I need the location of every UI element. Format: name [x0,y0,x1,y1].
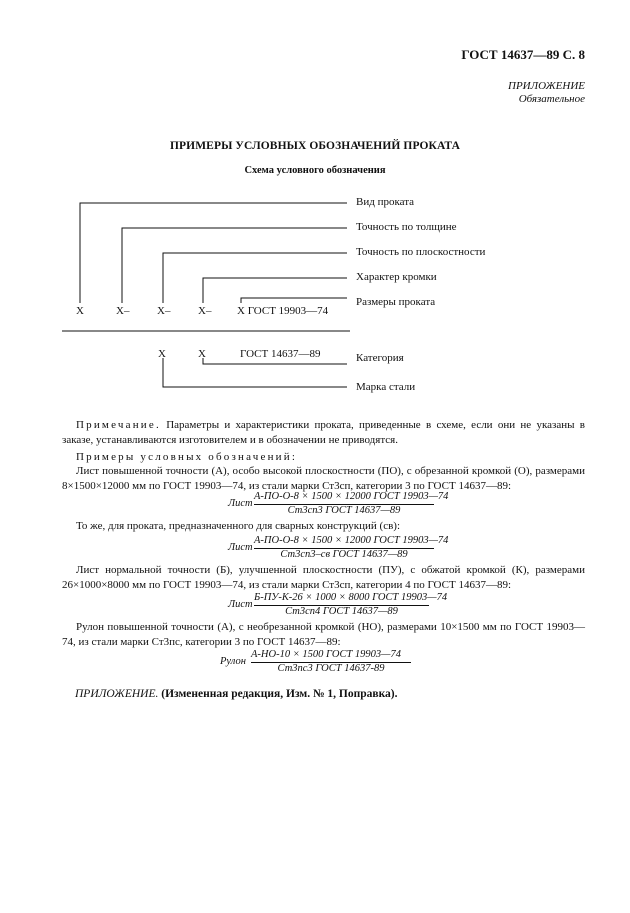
symbol-x3: X– [157,305,171,317]
label-grade: Марка стали [356,381,416,393]
scheme-diagram [0,0,630,400]
leader-size [241,298,347,303]
formula-lead: Рулон [220,656,246,667]
scheme-subtitle: Схема условного обозначения [244,165,386,176]
page-title: ПРИМЕРЫ УСЛОВНЫХ ОБОЗНАЧЕНИЙ ПРОКАТА [170,140,460,152]
symbol-x1: X [76,305,84,317]
example-4-text: Рулон повышенной точности (А), с необрезанной кромкой (НО), размерами 10×1500 мм по ГОСТ 19903—74, из стали марки Ст3пс, категории 3 по ГОСТ 14637—89: [62,621,585,648]
footer-label: ПРИЛОЖЕНИЕ. [75,688,159,700]
note-lead: Примечание. [76,419,161,431]
formula-denominator: Ст3сп4 ГОСТ 14637—89 [285,606,398,617]
symbol-x5: X ГОСТ 19903—74 [237,305,329,317]
formula-lead: Лист [228,542,253,553]
symbol-x2: X– [116,305,130,317]
formula-denominator: Ст3сп3 ГОСТ 14637—89 [287,505,401,516]
appendix-label: ПРИЛОЖЕНИЕ [508,80,585,92]
formula-denominator: Ст3пс3 ГОСТ 14637-89 [277,663,385,674]
formula-lead: Лист [228,599,253,610]
formula-numerator: А-НО-10 × 1500 ГОСТ 19903—74 [251,649,402,660]
label-size: Размеры проката [356,296,436,308]
label-type: Вид проката [356,196,415,208]
page-header: ГОСТ 14637—89 С. 8 [461,47,585,62]
leader-grade [163,358,347,387]
appendix-type: Обязательное [518,93,585,105]
symbol-gost: ГОСТ 14637—89 [240,348,321,360]
examples-heading: Примеры условных обозначений: [76,451,298,463]
leader-edge [203,278,347,303]
label-category: Категория [356,352,404,364]
example-1-text: Лист повышенной точности (А), особо высокой плоскостности (ПО), с обрезанной кромкой (О), размерами 8×1500×12000 мм по ГОСТ 19903—74, из стали марки Ст3сп, категории 3 по ГОСТ 14637—89: [62,465,585,492]
example-3-text: Лист нормальной точности (Б), улучшенной плоскостности (ПУ), с обжатой кромкой (К), размерами 26×1000×8000 мм по ГОСТ 19903—74, из стали марки Ст3сп, категории 4 по ГОСТ 14637—89: [62,564,585,591]
formula-denominator: Ст3сп3–св ГОСТ 14637—89 [280,549,408,560]
symbol-category: X [198,348,206,360]
example-2-text: То же, для проката, предназначенного для сварных конструкций (св): [76,520,401,532]
note-paragraph [62,418,585,447]
footer-note [75,688,398,700]
label-edge: Характер кромки [356,271,437,283]
note-text: Параметры и характеристики проката, приведенные в схеме, если они не указаны в заказе, устанавливаются изготовителем и в обозначении не приводятся. [62,419,585,446]
formula-lead: Лист [228,498,253,509]
leader-thickness [122,228,347,303]
symbol-x4: X– [198,305,212,317]
label-flatness: Точность по плоскостности [356,246,486,258]
footer-text: (Измененная редакция, Изм. № 1, Поправка). [158,688,398,700]
label-thickness: Точность по толщине [356,221,457,233]
symbol-grade: X [158,348,166,360]
formula-numerator: А-ПО-О-8 × 1500 × 12000 ГОСТ 19903—74 [254,535,449,546]
formula-numerator: Б-ПУ-К-26 × 1000 × 8000 ГОСТ 19903—74 [254,592,448,603]
formula-numerator: А-ПО-О-8 × 1500 × 12000 ГОСТ 19903—74 [254,491,449,502]
